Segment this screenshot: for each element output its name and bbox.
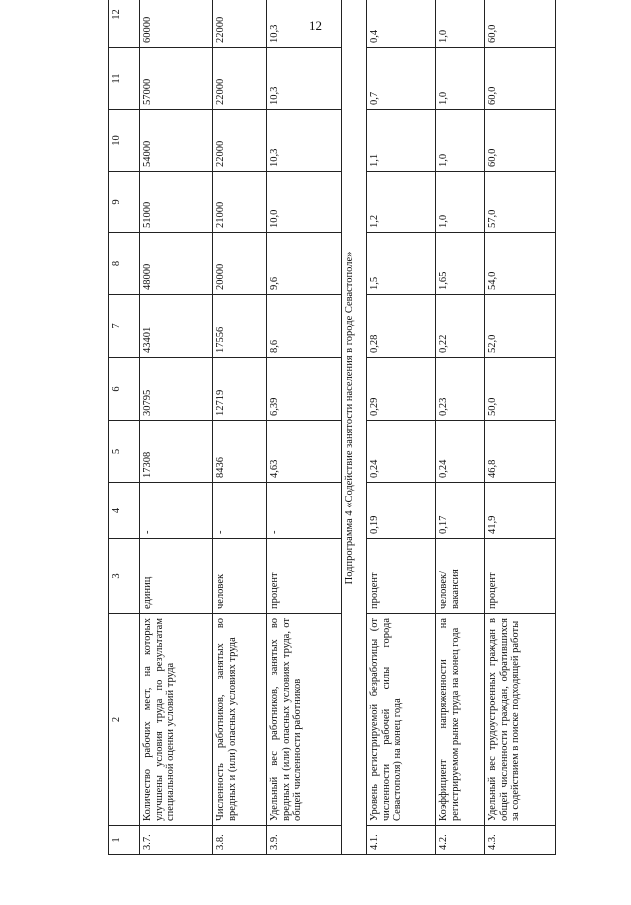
value-cell: 1,0 bbox=[436, 172, 485, 233]
header-cell: 10 bbox=[109, 110, 140, 172]
subprogram-row bbox=[342, 0, 367, 855]
value-cell: 57000 bbox=[140, 48, 213, 110]
value-cell: 6,39 bbox=[267, 358, 342, 421]
value-cell: 10,3 bbox=[267, 110, 342, 172]
value-cell: 22000 bbox=[213, 110, 267, 172]
indicator-name: Численность работников, занятых во вредных и (или) опасных условиях труда bbox=[213, 614, 267, 826]
header-cell: 12 bbox=[109, 0, 140, 48]
header-cell: 11 bbox=[109, 48, 140, 110]
value-cell: 0,22 bbox=[436, 295, 485, 358]
row-number: 4.1. bbox=[367, 826, 436, 855]
indicator-name: Удельный вес трудоустроенных граждан в общей численности граждан, обратившихся за содействием в поиске подходящей работы bbox=[485, 614, 556, 826]
value-cell: 1,0 bbox=[436, 0, 485, 48]
table-row bbox=[267, 0, 342, 855]
header-cell: 1 bbox=[109, 826, 140, 855]
header-cell: 5 bbox=[109, 421, 140, 483]
row-number: 3.9. bbox=[267, 826, 342, 855]
value-cell: 22000 bbox=[213, 0, 267, 48]
value-cell: - bbox=[213, 483, 267, 539]
row-number: 4.2. bbox=[436, 826, 485, 855]
unit-cell: процент bbox=[267, 539, 342, 614]
value-cell: 0,7 bbox=[367, 48, 436, 110]
page-number: 12 bbox=[309, 18, 322, 33]
value-cell: 9,6 bbox=[267, 233, 342, 295]
value-cell: 60,0 bbox=[485, 48, 556, 110]
value-cell: 0,23 bbox=[436, 358, 485, 421]
value-cell: 30795 bbox=[140, 358, 213, 421]
value-cell: 52,0 bbox=[485, 295, 556, 358]
unit-cell: единиц bbox=[140, 539, 213, 614]
value-cell: 0,4 bbox=[367, 0, 436, 48]
value-cell: 1,0 bbox=[436, 110, 485, 172]
value-cell: 1,0 bbox=[436, 48, 485, 110]
header-cell: 7 bbox=[109, 295, 140, 358]
value-cell: 21000 bbox=[213, 172, 267, 233]
value-cell: 4,63 bbox=[267, 421, 342, 483]
value-cell: 46,8 bbox=[485, 421, 556, 483]
value-cell: 0,17 bbox=[436, 483, 485, 539]
value-cell: 17556 bbox=[213, 295, 267, 358]
value-cell: 0,28 bbox=[367, 295, 436, 358]
unit-cell: человек/ вакансия bbox=[436, 539, 485, 614]
value-cell: 50,0 bbox=[485, 358, 556, 421]
indicator-name: Уровень регистрируемой безработицы (от численности рабочей силы города Севастополя) на конец года bbox=[367, 614, 436, 826]
value-cell: 60000 bbox=[140, 0, 213, 48]
value-cell: 54,0 bbox=[485, 233, 556, 295]
value-cell: 8,6 bbox=[267, 295, 342, 358]
header-cell: 3 bbox=[109, 539, 140, 614]
table-row bbox=[367, 0, 436, 855]
value-cell: 10,3 bbox=[267, 48, 342, 110]
table-row bbox=[485, 0, 556, 855]
value-cell: 8436 bbox=[213, 421, 267, 483]
header-cell: 4 bbox=[109, 483, 140, 539]
value-cell: 0,19 bbox=[367, 483, 436, 539]
indicator-name: Коэффициент напряженности на регистрируемом рынке труда на конец года bbox=[436, 614, 485, 826]
row-number: 3.7. bbox=[140, 826, 213, 855]
value-cell: 41,9 bbox=[485, 483, 556, 539]
value-cell: 0,24 bbox=[367, 421, 436, 483]
value-cell: 10,3 bbox=[267, 0, 342, 48]
header-cell: 9 bbox=[109, 172, 140, 233]
value-cell: 51000 bbox=[140, 172, 213, 233]
table-row bbox=[213, 0, 267, 855]
value-cell: 1,65 bbox=[436, 233, 485, 295]
indicator-name: Удельный вес работников, занятых во вредных и (или) опасных условиях труда, от общей численности работников bbox=[267, 614, 342, 826]
header-cell: 6 bbox=[109, 358, 140, 421]
row-number: 4.3. bbox=[485, 826, 556, 855]
value-cell: - bbox=[140, 483, 213, 539]
unit-cell: человек bbox=[213, 539, 267, 614]
header-cell: 8 bbox=[109, 233, 140, 295]
value-cell: 43401 bbox=[140, 295, 213, 358]
value-cell: 10,0 bbox=[267, 172, 342, 233]
value-cell: 20000 bbox=[213, 233, 267, 295]
table-row bbox=[436, 0, 485, 855]
value-cell: 1,2 bbox=[367, 172, 436, 233]
value-cell: 54000 bbox=[140, 110, 213, 172]
header-cell: 2 bbox=[109, 614, 140, 826]
row-number: 3.8. bbox=[213, 826, 267, 855]
unit-cell: процент bbox=[485, 539, 556, 614]
value-cell: 17308 bbox=[140, 421, 213, 483]
value-cell: 48000 bbox=[140, 233, 213, 295]
table-row bbox=[140, 0, 213, 855]
indicators-table bbox=[108, 0, 556, 855]
value-cell: - bbox=[267, 483, 342, 539]
value-cell: 12719 bbox=[213, 358, 267, 421]
value-cell: 1,1 bbox=[367, 110, 436, 172]
value-cell: 60,0 bbox=[485, 110, 556, 172]
value-cell: 0,24 bbox=[436, 421, 485, 483]
indicator-name: Количество рабочих мест, на которых улучшены условия труда по результатам специальной оценки условий труда bbox=[140, 614, 213, 826]
value-cell: 57,0 bbox=[485, 172, 556, 233]
value-cell: 0,29 bbox=[367, 358, 436, 421]
value-cell: 60,0 bbox=[485, 0, 556, 48]
table-header-row bbox=[109, 0, 140, 855]
value-cell: 1,5 bbox=[367, 233, 436, 295]
value-cell: 22000 bbox=[213, 48, 267, 110]
subprogram-title: Подпрограмма 4 «Содействие занятости населения в городе Севастополе» bbox=[342, 0, 367, 855]
rotated-table-frame bbox=[108, 9, 533, 855]
unit-cell: процент bbox=[367, 539, 436, 614]
